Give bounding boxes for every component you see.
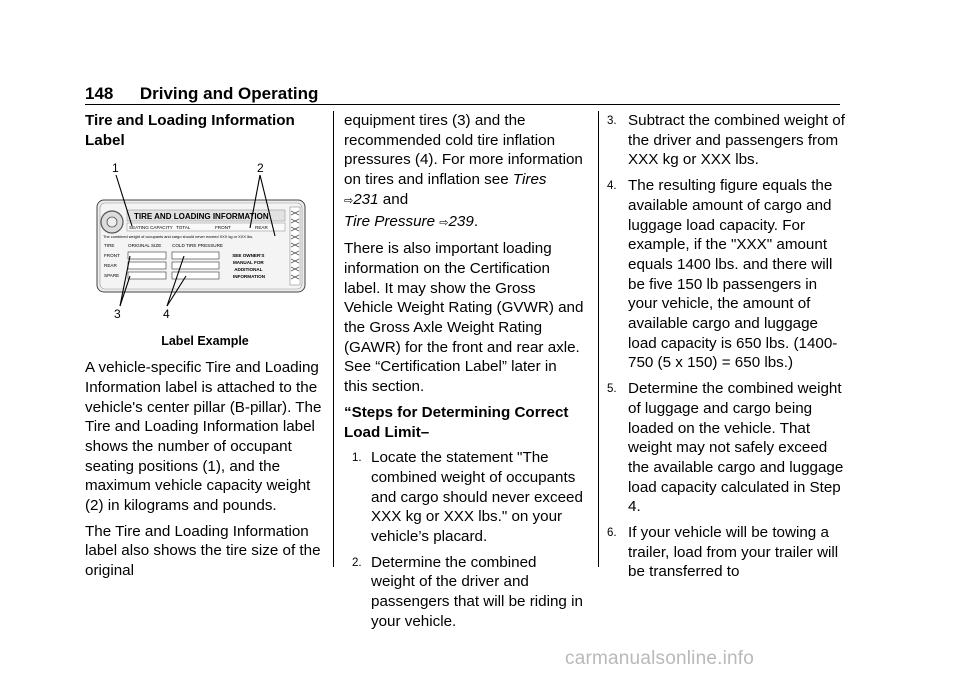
tire-row-rear: REAR [104,263,117,269]
steps-list [607,111,847,582]
callout-2: 2 [257,161,264,176]
list-item [607,523,847,582]
column-divider [598,111,599,567]
step-number: 3. [607,115,617,127]
column-2 [344,111,584,638]
label-title: TIRE AND LOADING INFORMATION [134,212,269,222]
paragraph [344,111,584,233]
owners-manual-line-4: INFORMATION [232,274,266,280]
step-text: Determine the combined weight of luggage and cargo being loaded on the vehicle. That weight may not safely exceed the available cargo and luggage load capacity calculated in Step 4. [628,380,844,516]
header-rule [85,104,840,105]
page-arrow-icon: ⇨ [439,216,449,229]
cold-tire-pressure-header: COLD TIRE PRESSURE [172,243,223,249]
tires-link[interactable]: Tires [512,171,547,189]
original-size-header: ORIGINAL SIZE [128,243,162,249]
label-example-figure [85,160,325,332]
combined-weight-statement: The combined weight of occupants and cargo should never exceed XXX kg or XXX lbs. [103,234,254,240]
and-text: and [382,190,409,208]
spare-size-box [128,272,166,279]
front-pressure-box [172,252,219,259]
callout-4: 4 [163,307,170,322]
step-number: 1. [352,452,362,465]
front-size-box [128,252,166,259]
seating-rear-label: REAR [255,225,268,231]
owners-manual-line-2: MANUAL FOR [232,260,264,266]
list-item [344,448,584,547]
callout-3: 3 [114,307,121,322]
paragraph-text: equipment tires (3) and the recommended cold tire inflation pressures (4). For more information on tires and inflation see [344,112,583,189]
step-number: 2. [352,556,362,569]
spare-pressure-box [172,272,219,279]
page-header [85,84,840,104]
seating-capacity-label: SEATING CAPACITY [129,225,173,231]
page-arrow-icon: ⇨ [344,194,354,207]
owners-manual-line-1: SEE OWNER'S [232,253,265,259]
paragraph: A vehicle-specific Tire and Loading Information label is attached to the vehicle's center pillar (B-pillar). The Tire and Loading Information label shows the number of occupant seating positions (1), and the maximum vehicle capacity weight (2) in kilograms and pounds. [85,359,322,515]
list-item [607,379,847,517]
step-text: The resulting figure equals the available amount of cargo and luggage load capacity. For example, if the "XXX" amount equals 1400 lbs. and there will be five 150 lb passengers in your vehicle, the amount of available cargo and luggage load capacity is 650 lbs. (1400-750 (5 x 150) = 650 lbs.) [628,177,838,372]
period: . [473,212,479,230]
tire-row-front: FRONT [104,253,120,259]
barcode-strip [290,207,300,285]
tire-pressure-page-link[interactable]: 239 [448,212,474,230]
list-item [607,176,847,373]
section-title: Driving and Operating [139,84,319,103]
step-text: Locate the statement "The combined weight of occupants and cargo should never exceed XXX kg or XXX lbs." on your vehicle’s placard. [371,449,583,546]
tire-row-spare: SPARE [104,273,120,279]
step-number: 5. [607,383,617,396]
steps-heading: “Steps for Determining Correct Load Limit– [344,403,569,441]
watermark: carmanualsonline.info [565,648,755,669]
step-number: 4. [607,180,617,193]
column-3 [607,111,847,588]
tire-header: TIRE [104,243,115,249]
seating-front-label: FRONT [215,225,231,231]
list-item [344,553,584,632]
tires-page-link[interactable]: 231 [353,190,379,208]
step-text: Subtract the combined weight of the driver and passengers from XXX kg or XXX lbs. [628,112,845,169]
list-item [607,111,847,170]
steps-list [344,448,584,631]
figure-caption: Label Example [161,334,249,349]
step-text: If your vehicle will be towing a trailer, load from your trailer will be transferred to [628,524,839,581]
step-text: Determine the combined weight of the driver and passengers that will be riding in your vehicle. [371,553,583,630]
tire-label-illustration [85,160,325,332]
step-number: 6. [607,527,617,540]
seating-total-label: TOTAL [176,225,191,231]
tire-pressure-link[interactable]: Tire Pressure [344,212,436,230]
page-number: 148 [85,84,114,103]
column-divider [333,111,334,567]
paragraph: There is also important loading information on the Certification label. It may show the Gross Vehicle Weight Rating (GVWR) and the Gross Axle Weight Rating (GAWR) for the front and rear axle. See “Certification Label” later in this section. [344,240,584,396]
rear-size-box [128,262,166,269]
paragraph: The Tire and Loading Information label also shows the tire size of the original [85,522,321,580]
rear-pressure-box [172,262,219,269]
callout-1: 1 [112,161,119,176]
column-1 [85,111,325,587]
owners-manual-line-3: ADDITIONAL [234,267,263,273]
section-heading: Tire and Loading Information Label [85,112,295,149]
